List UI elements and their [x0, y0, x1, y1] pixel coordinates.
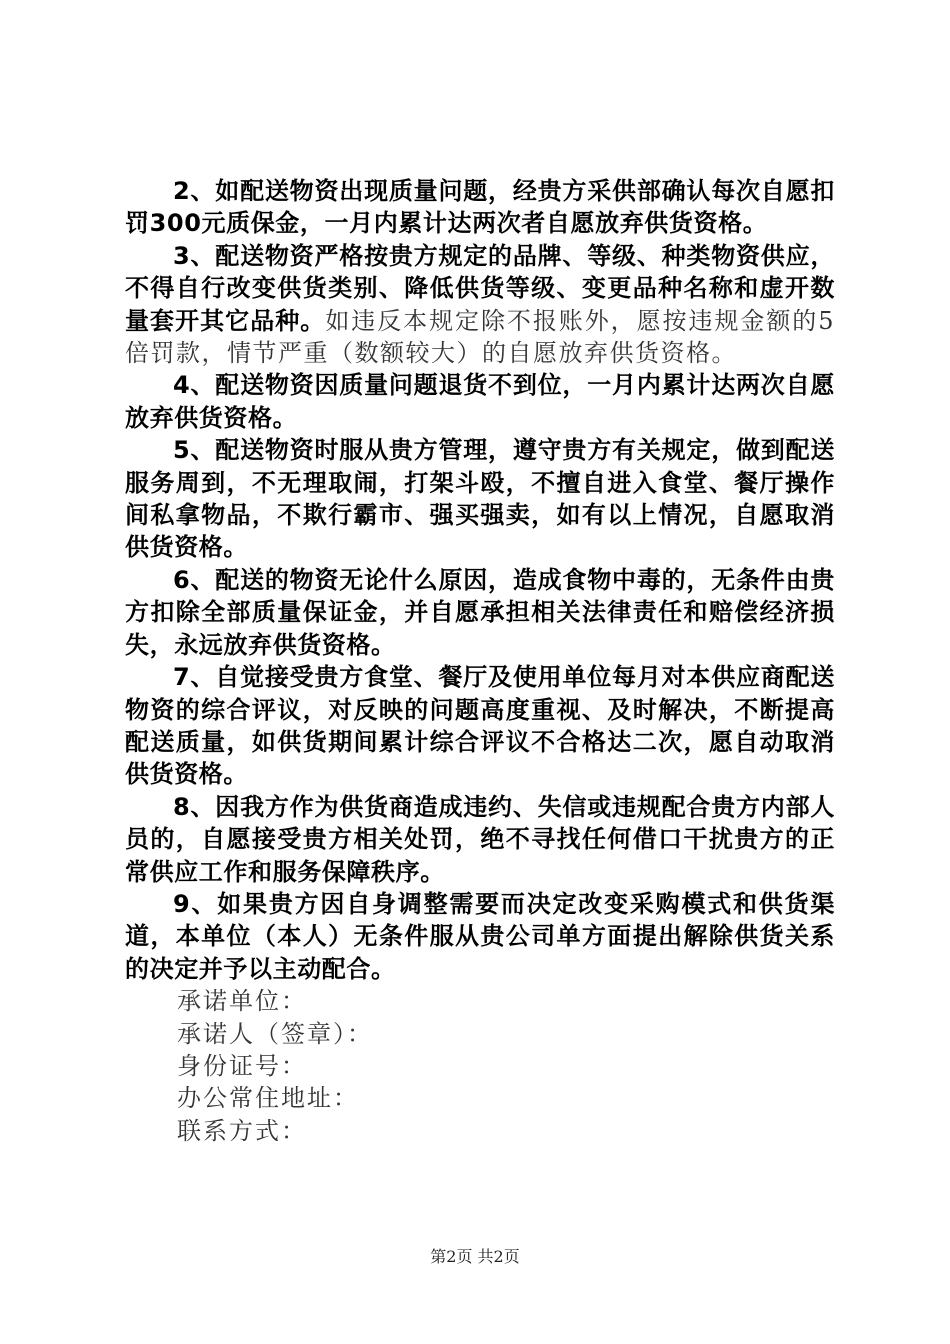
clause-2: [125, 175, 835, 240]
signature-contact: 联系方式：: [177, 1116, 307, 1145]
signature-committing-unit: 承诺单位：: [177, 987, 307, 1016]
clause-7: [125, 661, 835, 791]
clause-4: [125, 369, 835, 434]
clause-2-text: 2、如配送物资出现质量问题，经贵方采供部确认每次自愿扣罚300元质保金，一月内累计达两次者自愿放弃供货资格。: [125, 177, 835, 238]
clause-5-text: 5、配送物资时服从贵方管理，遵守贵方有关规定，做到配送服务周到，不无理取闹，打架斗殴，不擅自进入食堂、餐厅操作间私拿物品，不欺行霸市、强买强卖，如有以上情况，自愿取消供货资格。: [125, 436, 835, 562]
clause-7-text: 7、自觉接受贵方食堂、餐厅及使用单位每月对本供应商配送物资的综合评议，对反映的问题高度重视、及时解决，不断提高配送质量，如供货期间累计综合评议不合格达二次，愿自动取消供货资格。: [125, 663, 835, 789]
clause-5: [125, 434, 835, 564]
signature-office-address: 办公常住地址：: [177, 1084, 359, 1113]
clause-8-text: 8、因我方作为供货商造成违约、失信或违规配合贵方内部人员的，自愿接受贵方相关处罚，绝不寻找任何借口干扰贵方的正常供应工作和服务保障秩序。: [125, 792, 835, 886]
clause-3-penalty-text: 如违反本规定除不报账外，愿按违规金额的5倍罚款，情节严重（数额较大）的自愿放弃供货资格。: [125, 306, 835, 368]
clause-3-text: 3、配送物资严格按贵方规定的品牌、等级、种类物资供应，不得自行改变供货类别、降低供货等级、变更品种名称和虚开数量套开其它品种。: [125, 241, 835, 335]
clause-6-text: 6、配送的物资无论什么原因，造成食物中毒的，无条件由贵方扣除全部质量保证金，并自愿承担相关法律责任和赔偿经济损失，永远放弃供货资格。: [125, 565, 835, 659]
page-number-footer: 第2页 共2页: [430, 1247, 520, 1266]
clause-8: [125, 791, 835, 888]
signature-id-number: 身份证号：: [177, 1051, 307, 1080]
clause-6: [125, 564, 835, 661]
clause-9: [125, 888, 835, 985]
signature-committer: 承诺人（签章）：: [177, 1019, 373, 1048]
document-body: [125, 175, 835, 1147]
clause-4-text: 4、配送物资因质量问题退货不到位，一月内累计达两次自愿放弃供货资格。: [125, 371, 835, 432]
clause-3: [125, 240, 835, 370]
clause-9-text: 9、如果贵方因自身调整需要而决定改变采购模式和供货渠道，本单位（本人）无条件服从贵公司单方面提出解除供货关系的决定并予以主动配合。: [125, 889, 835, 983]
